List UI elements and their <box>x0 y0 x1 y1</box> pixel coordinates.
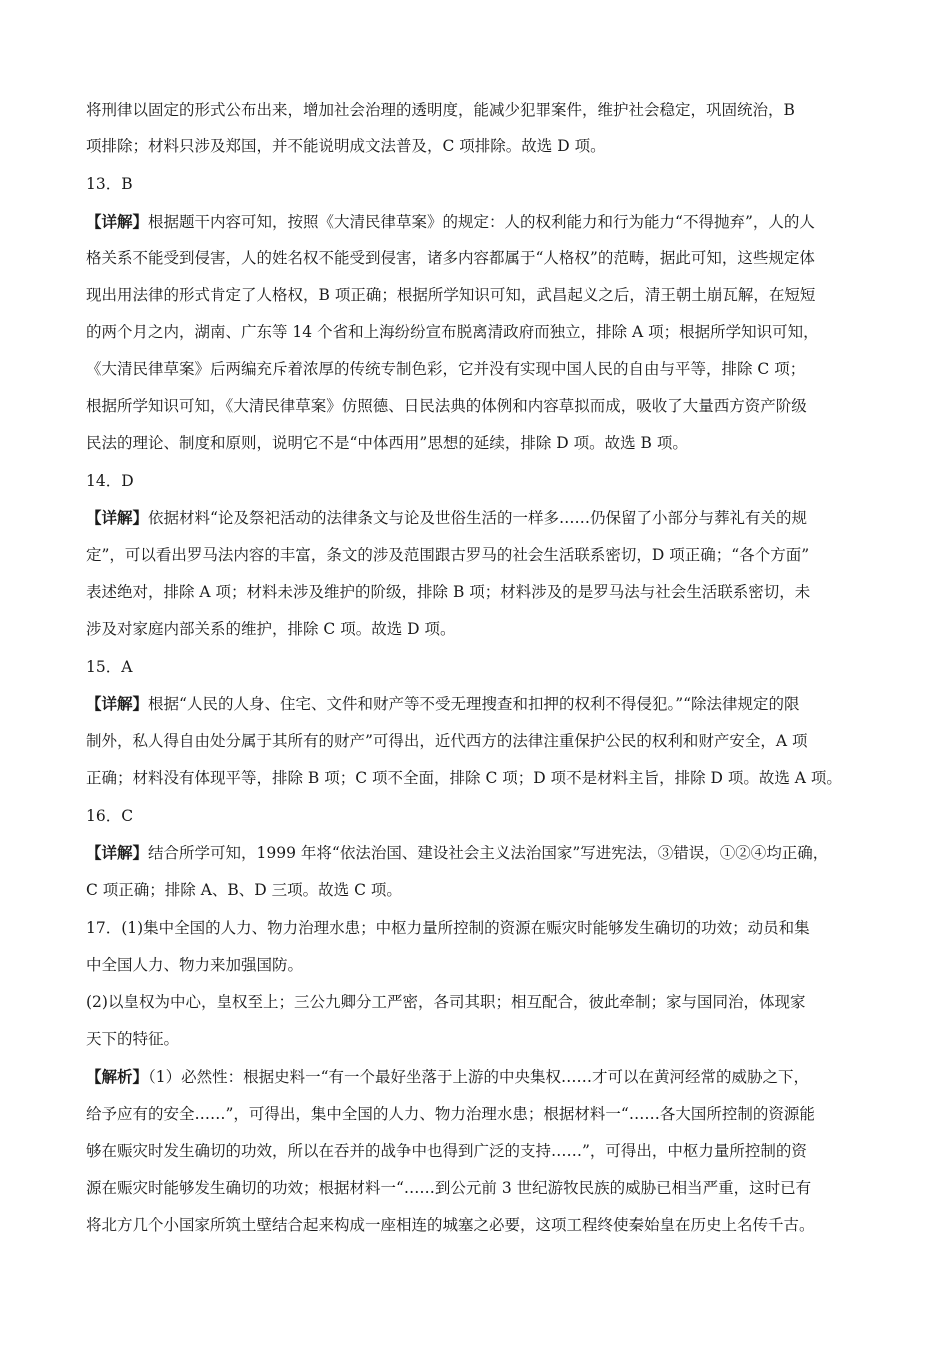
text-line: 表述绝对，排除 A 项；材料未涉及维护的阶级，排除 B 项；材料涉及的是罗马法与社会生活联系密切，未 <box>86 583 811 601</box>
text-line: 给予应有的安全……”，可得出，集中全国的人力、物力治理水患；根据材料一“……各大国所控制的资源能 <box>86 1105 815 1123</box>
answer-line: 17．(1)集中全国的人力、物力治理水患；中枢力量所控制的资源在赈灾时能够发生确切的功效；动员和集 <box>86 919 810 937</box>
detail-label: 【详解】 <box>86 212 149 231</box>
text-line: 正确；材料没有体现平等，排除 B 项；C 项不全面，排除 C 项；D 项不是材料主旨，排除 D 项。故选 A 项。 <box>86 769 842 787</box>
text-line: 将刑律以固定的形式公布出来，增加社会治理的透明度，能减少犯罪案件，维护社会稳定，巩固统治，B <box>86 101 795 119</box>
text-line: 源在赈灾时能够发生确切的功效；根据材料一“……到公元前 3 世纪游牧民族的威胁已相当严重，这时已有 <box>86 1179 812 1197</box>
text-line: 【详解】根据“人民的人身、住宅、文件和财产等不受无理搜查和扣押的权利不得侵犯。”“除法律规定的限 <box>86 694 800 713</box>
detail-label: 【详解】 <box>86 508 149 527</box>
detail-label: 【详解】 <box>86 694 149 713</box>
text-line: 【详解】根据题干内容可知，按照《大清民律草案》的规定：人的权利能力和行为能力“不得抛弃”，人的人 <box>86 212 815 231</box>
text-line: 《大清民律草案》后两编充斥着浓厚的传统专制色彩，它并没有实现中国人民的自由与平等，排除 C 项； <box>86 360 806 378</box>
text-line: 的两个月之内，湖南、广东等 14 个省和上海纷纷宣布脱离清政府而独立，排除 A 项；根据所学知识可知， <box>86 323 819 341</box>
text-line: 【详解】依据材料“论及祭祀活动的法律条文与论及世俗生活的一样多……仍保留了小部分与葬礼有关的规 <box>86 508 807 527</box>
text-line: 项排除；材料只涉及郑国，并不能说明成文法普及，C 项排除。故选 D 项。 <box>86 137 606 155</box>
text-line: 制外，私人得自由处分属于其所有的财产”可得出，近代西方的法律注重保护公民的权利和财产安全，A 项 <box>86 732 808 750</box>
text-line: 格关系不能受到侵害，人的姓名权不能受到侵害，诸多内容都属于“人格权”的范畴，据此可知，这些规定体 <box>86 249 815 267</box>
question-number: 14．D <box>86 472 134 490</box>
text-line: 【解析】（1）必然性：根据史料一“有一个最好坐落于上游的中央集权……才可以在黄河经常的威胁之下， <box>86 1067 810 1086</box>
question-number: 13．B <box>86 175 133 193</box>
text-line: 定”，可以看出罗马法内容的丰富，条文的涉及范围跟古罗马的社会生活联系密切，D 项正确；“各个方面” <box>86 546 810 564</box>
text-line: 民法的理论、制度和原则，说明它不是“中体西用”思想的延续，排除 D 项。故选 B 项。 <box>86 434 688 452</box>
answer-line: 天下的特征。 <box>86 1030 180 1048</box>
question-number: 15．A <box>86 658 133 676</box>
text-line: 将北方几个小国家所筑土壁结合起来构成一座相连的城塞之必要，这项工程终使秦始皇在历史上名传千古。 <box>86 1216 815 1234</box>
text-line: 够在赈灾时发生确切的功效，所以在吞并的战争中也得到广泛的支持……”，可得出，中枢力量所控制的资 <box>86 1142 807 1160</box>
text-line: 涉及对家庭内部关系的维护，排除 C 项。故选 D 项。 <box>86 620 456 638</box>
text-line: C 项正确；排除 A、B、D 三项。故选 C 项。 <box>86 881 402 899</box>
analysis-label: 【解析】 <box>86 1067 149 1086</box>
question-number: 16．C <box>86 807 134 825</box>
text-line: 【详解】结合所学可知，1999 年将“依法治国、建设社会主义法治国家”写进宪法，③错误，①②④均正确， <box>86 843 829 862</box>
detail-label: 【详解】 <box>86 843 149 862</box>
text-line: 根据所学知识可知，《大清民律草案》仿照德、日民法典的体例和内容草拟而成，吸收了大量西方资产阶级 <box>86 397 807 415</box>
answer-line: 中全国人力、物力来加强国防。 <box>86 956 304 974</box>
answer-line: (2)以皇权为中心，皇权至上；三公九卿分工严密，各司其职；相互配合，彼此牵制；家与国同治，体现家 <box>86 993 806 1011</box>
text-line: 现出用法律的形式肯定了人格权，B 项正确；根据所学知识可知，武昌起义之后，清王朝土崩瓦解，在短短 <box>86 286 816 304</box>
